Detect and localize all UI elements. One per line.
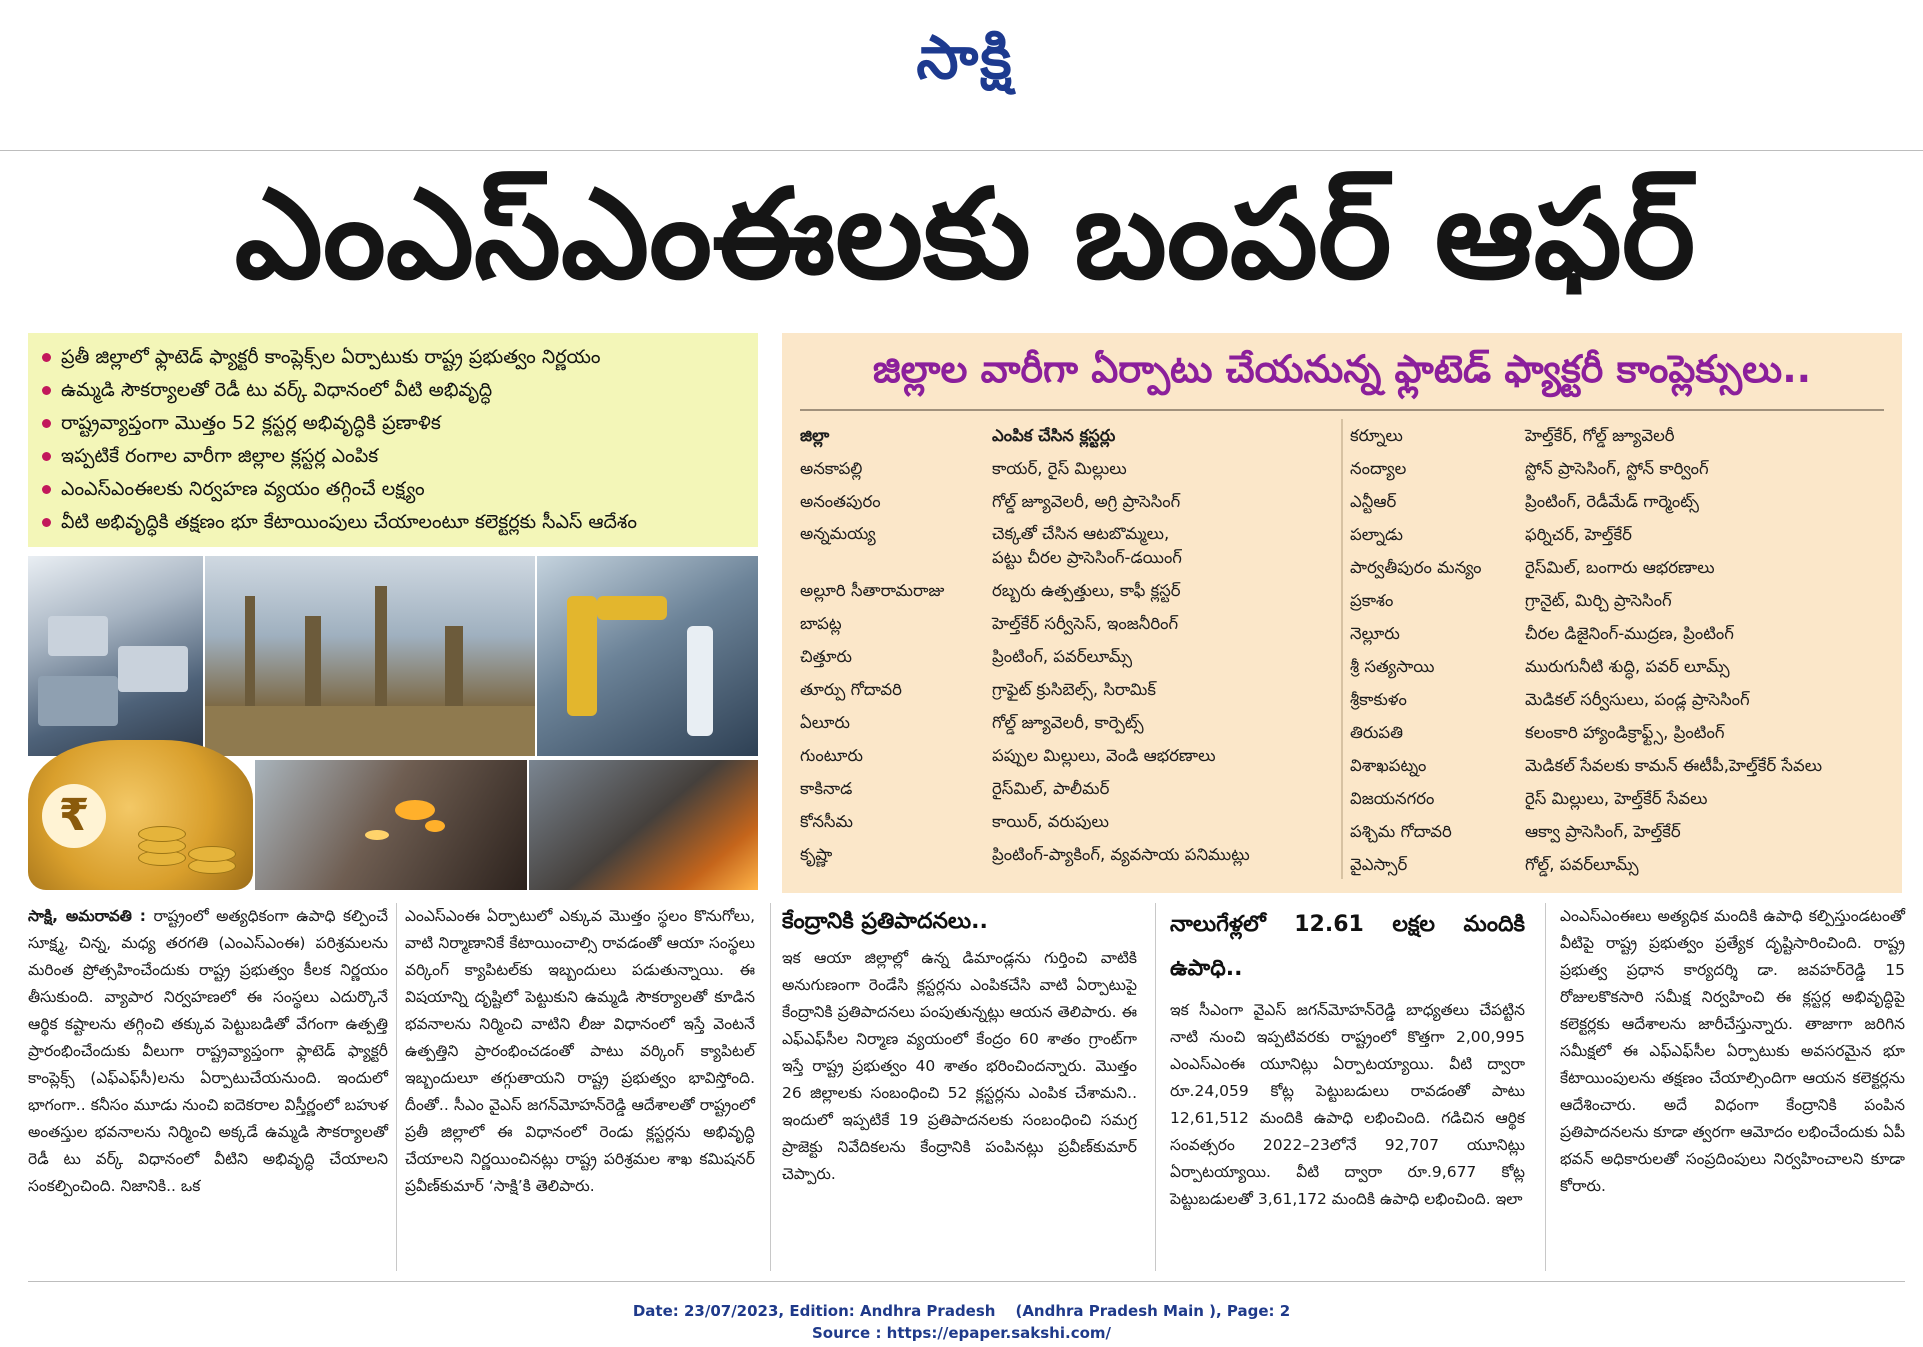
article-column-3 [782, 903, 1137, 1188]
table-row [1350, 452, 1890, 485]
column-divider [1545, 903, 1546, 1271]
district-cell: విశాఖపట్నం [1350, 756, 1427, 775]
cluster-cell: కాయిర్, వరుపులు [992, 812, 1109, 831]
article-paragraph: ఎంఎస్ఎంఈలు అత్యధిక మందికి ఉపాధి కల్పిస్తుండటంతో వీటిపై రాష్ట్ర ప్రభుత్వం ప్రత్యేక దృష్టిసారించింది. రాష్ట్ర ప్రభుత్వ ప్రధాన కార్యదర్శి డా. జవహర్‌రెడ్డి 15 రోజులకొకసారి సమీక్ష నిర్వహించి ఈ క్లస్టర్ల అభివృద్ధిపై కలెక్టర్లకు ఆదేశాలను జారీచేస్తున్నారు. తాజాగా జరిగిన సమీక్షలో ఈ ఎఫ్ఎఫ్‌సీల ఏర్పాటుకు అవసరమైన భూ కేటాయింపులను తక్షణం చేయాల్సిందిగా ఆయన కలెక్టర్లను ఆదేశించారు. అదే విధంగా కేంద్రానికి పంపిన ప్రతిపాదనలను కూడా త్వరగా ఆమోదం లభించేందుకు ఏపీ భవన్ అధికారులతో సంప్రదింపులు నిర్వహించాలని కూడా కోరారు. [1560, 907, 1905, 1195]
cluster-cell: ఆక్వా ప్రాసెసింగ్, హెల్త్‌కేర్ [1525, 822, 1681, 841]
table-row [1350, 782, 1890, 815]
district-cell: బాపట్ల [800, 614, 842, 633]
table-column-divider [1341, 419, 1343, 879]
district-cell: కాకినాడ [800, 779, 853, 798]
district-cell: కోనసీమ [800, 812, 853, 831]
column-divider [1155, 903, 1156, 1271]
table-row [1350, 518, 1890, 551]
highlight-item [42, 407, 758, 440]
highlight-item [42, 440, 758, 473]
cluster-cell: చీరల డిజైనింగ్-ముద్రణ, ప్రింటింగ్ [1525, 624, 1734, 643]
cluster-line: చెక్కతో చేసిన ఆటబొమ్మలు, [992, 524, 1170, 543]
column-divider [396, 903, 397, 1271]
cluster-cell: హెల్త్‌కేర్ సర్వీసెస్, ఇంజనీరింగ్ [992, 614, 1179, 633]
highlight-item [42, 506, 758, 539]
cluster-line: పట్టు చీరల ప్రాసెసింగ్-డయింగ్ [992, 548, 1182, 567]
cluster-cell: మెడికల్ సర్వీసులు, పండ్ల ప్రాసెసింగ్ [1525, 690, 1750, 709]
cluster-cell: రబ్బరు ఉత్పత్తులు, కాఫీ క్లస్టర్ [992, 581, 1181, 600]
table-row [800, 640, 1340, 673]
highlights-list [28, 333, 758, 539]
factory-photo-robots [537, 556, 758, 756]
header-district: జిల్లా [800, 426, 830, 445]
factory-photo-foundry [529, 760, 758, 890]
subheading-employment: నాలుగేళ్లలో 12.61 లక్షల మందికి ఉపాధి.. [1170, 912, 1525, 981]
district-cell: అనంతపురం [800, 492, 881, 511]
article-text: రాష్ట్రంలో అత్యధికంగా ఉపాధి కల్పించే సూక్ష్మ, చిన్న, మధ్య తరగతి (ఎంఎస్ఎంఈ) పరిశ్రమలను మరింత ప్రోత్సహించేందుకు రాష్ట్ర ప్రభుత్వం కీలక నిర్ణయం తీసుకుంది. వ్యాపార నిర్వహణలో ఈ సంస్థలు ఎదుర్కొనే ఆర్థిక కష్టాలను తగ్గించి తక్కువ పెట్టుబడితో వేగంగా ఉత్పత్తి ప్రారంభించేందుకు వీలుగా రాష్ట్రవ్యాప్తంగా ఫ్లాటెడ్ ఫ్యాక్టరీ కాంప్లెక్స్ (ఎఫ్ఎఫ్‌సీ)లను ఏర్పాటుచేయనుంది. ఇందులో భాగంగా.. కనీసం మూడు నుంచి ఐదెకరాల విస్తీర్ణంలో బహుళ అంతస్తుల భవనాలను నిర్మించి అక్కడే ఉమ్మడి సౌకర్యాలతో రెడీ టు వర్క్ విధానంలో వీటిని అభివృద్ధి చేయాలని సంకల్పించింది. నిజానికి.. ఒక [28, 907, 389, 1195]
cluster-cell: రైస్‌మిల్, పాలీమర్ [992, 779, 1110, 798]
bullet-icon [42, 353, 51, 362]
table-row [1350, 815, 1890, 848]
cluster-cell: ప్రింటింగ్-ప్యాకింగ్, వ్యవసాయ పనిముట్లు [992, 845, 1250, 864]
cluster-cell: మెడికల్ సేవలకు కామన్ ఈటీపీ,హెల్త్‌కేర్ సేవలు [1525, 756, 1823, 775]
cluster-cell: రైస్‌మిల్, బంగారు ఆభరణాలు [1525, 558, 1715, 577]
table-title: జిల్లాల వారీగా ఏర్పాటు చేయనున్న ఫ్లాటెడ్ ఫ్యాక్టరీ కాంప్లెక్సులు.. [872, 347, 1812, 391]
table-row [800, 673, 1340, 706]
cluster-cell: గోల్డ్ జ్యూవెలరీ, కార్పెట్స్ [992, 713, 1144, 732]
cluster-cell: స్టోన్ ప్రాసెసింగ్, స్టోన్ కార్వింగ్ [1525, 459, 1709, 478]
district-cell: కృష్ణా [800, 845, 833, 864]
bullet-icon [42, 518, 51, 527]
bottom-divider [28, 1281, 1905, 1282]
district-cell: ఎన్టీఆర్ [1350, 492, 1397, 511]
table-row [800, 706, 1340, 739]
cluster-cell: ఫర్నిచర్, హెల్త్‌కేర్ [1525, 525, 1632, 544]
footer-edition: (Andhra Pradesh Main ), Page: 2 [1015, 1302, 1291, 1320]
table-row [1350, 584, 1890, 617]
district-cell: ఏలూరు [800, 713, 850, 732]
table-row [800, 574, 1340, 607]
bullet-icon [42, 386, 51, 395]
cluster-cell: గోల్డ్, పవర్‌లూమ్స్ [1525, 855, 1639, 874]
factory-photo-plant [205, 556, 535, 756]
subheading-proposals: కేంద్రానికి ప్రతిపాదనలు.. [782, 909, 988, 934]
table-row [800, 485, 1340, 518]
factory-photo-grinding [255, 760, 527, 890]
article-column-5 [1560, 903, 1905, 1200]
dateline: సాక్షి, అమరావతి : [28, 907, 147, 925]
table-row [800, 607, 1340, 640]
bullet-icon [42, 485, 51, 494]
cluster-cell: ప్రింటింగ్, రెడీమేడ్ గార్మెంట్స్ [1525, 492, 1699, 511]
cluster-cell: ప్రింటింగ్, పవర్‌లూమ్స్ [992, 647, 1133, 666]
bullet-icon [42, 419, 51, 428]
table-header-row [800, 419, 1340, 452]
article-paragraph: ఎంఎస్ఎంఈ ఏర్పాటులో ఎక్కువ మొత్తం స్థలం కొనుగోలు, వాటి నిర్మాణానికే కేటాయించాల్సి రావడంతో ఆయా సంస్థలు వర్కింగ్ క్యాపిటల్‌కు ఇబ్బందులు పడుతున్నాయి. ఈ విషయాన్ని దృష్టిలో పెట్టుకుని ఉమ్మడి సౌకర్యాలతో కూడిన భవనాలను నిర్మించి వాటిని లీజు విధానంలో ఇస్తే వెంటనే ఉత్పత్తిని ప్రారంభించడంతో పాటు వర్కింగ్ క్యాపిటల్ ఇబ్బందులూ తగ్గుతాయని రాష్ట్ర ప్రభుత్వం భావిస్తోంది. దీంతో.. సీఎం వైఎస్ జగన్‌మోహన్‌రెడ్డి ఆదేశాలతో రాష్ట్రంలో ప్రతీ జిల్లాలో ఈ విధానంలో రెండు క్లస్టర్లను అభివృద్ధి చేయాలని నిర్ణయించినట్లు రాష్ట్ర పరిశ్రమల శాఖ కమిషనర్ ప్రవీణ్‌కుమార్ ‘సాక్షి’కి తెలిపారు. [405, 907, 755, 1195]
district-cell: శ్రీ సత్యసాయి [1350, 657, 1435, 676]
masthead-logo: సాక్షి [916, 23, 1014, 93]
district-cell: శ్రీకాకుళం [1350, 690, 1407, 709]
table-row [1350, 551, 1890, 584]
table-right-column [1350, 419, 1890, 881]
table-row [1350, 419, 1890, 452]
article-paragraph [28, 903, 388, 1200]
table-row [1350, 617, 1890, 650]
bullet-icon [42, 452, 51, 461]
highlight-text: రాష్ట్రవ్యాప్తంగా మొత్తం 52 క్లస్టర్ల అభివృద్ధికి ప్రణాళిక [61, 412, 441, 434]
rupee-icon: ₹ [42, 784, 106, 848]
table-title-rule [800, 409, 1884, 411]
cluster-cell: గోల్డ్ జ్యూవెలరీ, అగ్రి ప్రాసెసింగ్ [992, 492, 1181, 511]
table-left-column [800, 419, 1340, 871]
footer-dateline [0, 1302, 1923, 1320]
highlight-item [42, 374, 758, 407]
highlight-item [42, 341, 758, 374]
district-cell: అనకాపల్లి [800, 459, 863, 478]
district-cell: చిత్తూరు [800, 647, 852, 666]
highlight-text: ఉమ్మడి సౌకర్యాలతో రెడీ టు వర్క్ విధానంలో వీటి అభివృద్ధి [61, 379, 493, 401]
cluster-cell: గ్రానైట్, మిర్చి ప్రాసెసింగ్ [1525, 591, 1672, 610]
district-cell: పశ్చిమ గోదావరి [1350, 822, 1452, 841]
top-divider [0, 150, 1923, 151]
header-cluster: ఎంపిక చేసిన క్లస్టర్లు [992, 426, 1116, 445]
cluster-cell: గ్రాఫైట్ క్రుసిబెల్స్, సిరామిక్ [992, 680, 1156, 699]
factory-photo-motors [28, 556, 203, 756]
table-row [1350, 683, 1890, 716]
district-cell: తిరుపతి [1350, 723, 1404, 742]
table-row [1350, 848, 1890, 881]
district-cell: కర్నూలు [1350, 426, 1403, 445]
highlight-text: ఎంఎస్‌ఎంఈలకు నిర్వహణ వ్యయం తగ్గించే లక్ష్యం [61, 478, 425, 500]
cluster-cell: కాయర్, రైస్ మిల్లులు [992, 459, 1127, 478]
article-paragraph: ఇక సీఎంగా వైఎస్ జగన్‌మోహన్‌రెడ్డి బాధ్యతలు చేపట్టిన నాటి నుంచి ఇప్పటివరకు రాష్ట్రంలో కొత్తగా 2,00,995 ఎంఎస్ఎంఈ యూనిట్లు ఏర్పాటయ్యాయి. వీటి ద్వారా రూ.24,059 కోట్ల పెట్టుబడులు రావడంతో పాటు 12,61,512 మందికి ఉపాధి లభించింది. గడిచిన ఆర్థిక సంవత్సరం 2022–23లోనే 92,707 యూనిట్లు ఏర్పాటయ్యాయి. వీటి ద్వారా రూ.9,677 కోట్ల పెట్టుబడులతో 3,61,172 మందికి ఉపాధి లభించింది. ఇలా [1170, 1001, 1525, 1208]
footer-date: Date: 23/07/2023, Edition: Andhra Pradesh [632, 1302, 996, 1320]
district-cell: అల్లూరి సీతారామరాజు [800, 581, 945, 600]
money-bag-illustration [28, 740, 253, 890]
article-column-1 [28, 903, 388, 1200]
district-cell: ప్రకాశం [1350, 591, 1394, 610]
cluster-cell: హెల్త్‌కేర్, గోల్డ్ జ్యూవెలరీ [1525, 426, 1675, 445]
table-row [1350, 749, 1890, 782]
highlight-item [42, 473, 758, 506]
article-column-2 [405, 903, 755, 1200]
cluster-cell: కలంకారి హ్యాండిక్రాఫ్ట్స్, ప్రింటింగ్ [1525, 723, 1725, 742]
headline: ఎంఎస్‌ఎంఈలకు బంపర్ ఆఫర్ [234, 163, 1696, 307]
highlight-text: ఇప్పటికే రంగాల వారీగా జిల్లాల క్లస్టర్ల ఎంపిక [61, 445, 379, 467]
district-cell: గుంటూరు [800, 746, 863, 765]
district-cell: వైఎస్సార్ [1350, 855, 1408, 874]
cluster-cell [992, 518, 1340, 570]
table-row [800, 838, 1340, 871]
table-row [800, 772, 1340, 805]
cluster-table [782, 333, 1902, 893]
district-cell: పల్నాడు [1350, 525, 1403, 544]
table-row [1350, 716, 1890, 749]
table-row [800, 452, 1340, 485]
highlight-text: ప్రతీ జిల్లాలో ఫ్లాటెడ్ ఫ్యాక్టరీ కాంప్లెక్స్‌ల ఏర్పాటుకు రాష్ట్ర ప్రభుత్వం నిర్ణయం [61, 346, 601, 368]
highlight-text: వీటి అభివృద్ధికి తక్షణం భూ కేటాయింపులు చేయాలంటూ కలెక్టర్లకు సీఎస్ ఆదేశం [61, 511, 638, 533]
table-row [800, 805, 1340, 838]
article-paragraph: ఇక ఆయా జిల్లాల్లో ఉన్న డిమాండ్లను గుర్తించి వాటికి అనుగుణంగా రెండేసి క్లస్టర్లను ఎంపికచేసి వాటి ఏర్పాటుపై కేంద్రానికి ప్రతిపాదనలు పంపుతున్నట్లు ఆయన తెలిపారు. ఈ ఎఫ్ఎఫ్‌సీల నిర్మాణ వ్యయంలో కేంద్రం 60 శాతం గ్రాంట్‌గా ఇస్తే రాష్ట్ర ప్రభుత్వం 40 శాతం భరించిందన్నారు. మొత్తం 26 జిల్లాలకు సంబంధించి 52 క్లస్టర్లను ఎంపిక చేశామని.. ఇందులో ఇప్పటికే 19 ప్రతిపాదనలకు సంబంధించి సమగ్ర ప్రాజెక్టు నివేదికలను కేంద్రానికి పంపినట్లు ప్రవీణ్‌కుమార్ చెప్పారు. [782, 949, 1137, 1183]
district-cell: తూర్పు గోదావరి [800, 680, 902, 699]
district-cell: నంద్యాల [1350, 459, 1407, 478]
cluster-cell: రైస్ మిల్లులు, హెల్త్‌కేర్ సేవలు [1525, 789, 1708, 808]
table-row [1350, 650, 1890, 683]
article-column-4 [1170, 903, 1525, 1213]
table-row [800, 518, 1340, 574]
highlights-box [28, 333, 758, 547]
district-cell: పార్వతీపురం మన్యం [1350, 558, 1482, 577]
column-divider [770, 903, 771, 1271]
footer-source[interactable]: Source : https://epaper.sakshi.com/ [811, 1324, 1111, 1342]
table-row [800, 739, 1340, 772]
table-row [1350, 485, 1890, 518]
district-cell: అన్నమయ్య [800, 524, 876, 543]
cluster-cell: మురుగునీటి శుద్ధి, పవర్ లూమ్స్ [1525, 657, 1730, 676]
cluster-cell: పప్పుల మిల్లులు, వెండి ఆభరణాలు [992, 746, 1216, 765]
district-cell: నెల్లూరు [1350, 624, 1400, 643]
district-cell: విజయనగరం [1350, 789, 1435, 808]
